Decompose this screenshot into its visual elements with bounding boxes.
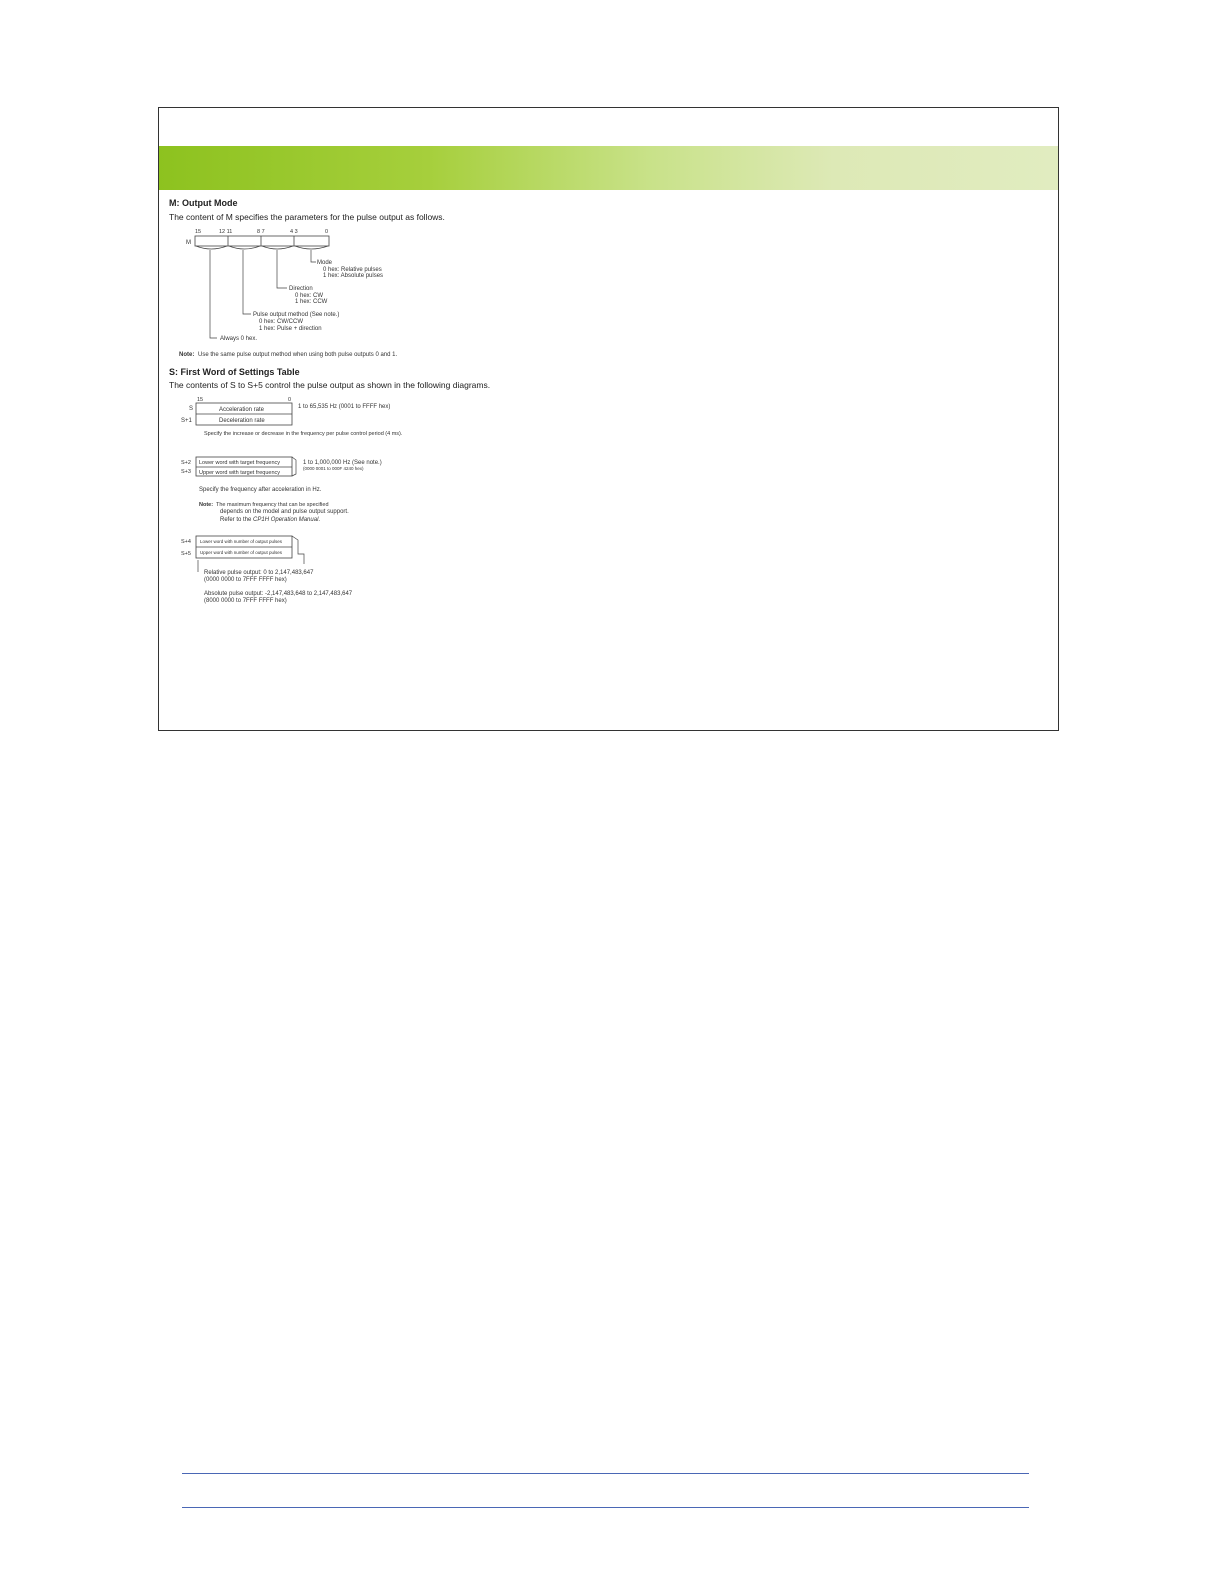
- output-mode-intro: The content of M specifies the parameters for the pulse output as follows.: [169, 212, 445, 222]
- mode-1: 1 hex: Absolute pulses: [323, 273, 384, 279]
- settings-table-intro: The contents of S to S+5 control the pulse output as shown in the following diagrams.: [169, 380, 491, 390]
- m-word-box: [195, 236, 329, 246]
- note-text: Use the same pulse output method when using both pulse outputs 0 and 1.: [198, 352, 398, 358]
- decel-label: Deceleration rate: [219, 418, 265, 424]
- note2-line1: The maximum frequency that can be specified: [216, 502, 329, 508]
- note2-label: Note:: [199, 502, 214, 508]
- output-mode-heading: M: Output Mode: [169, 198, 238, 208]
- bit-0-label: 0: [288, 397, 292, 403]
- method-1: 1 hex: Pulse + direction: [259, 326, 322, 332]
- row-s3: S+3: [181, 469, 191, 475]
- m-label: M: [186, 240, 191, 246]
- method-title: Pulse output method (See note.): [253, 312, 340, 318]
- footer-rule-top: [182, 1473, 1029, 1474]
- lower-freq-label: Lower word with target frequency: [199, 460, 281, 466]
- bit-label: 12 11: [219, 229, 233, 235]
- bit-15-label: 15: [197, 397, 204, 403]
- direction-0: 0 hex: CW: [295, 293, 324, 299]
- bit-label: 15: [195, 229, 202, 235]
- slide-frame: [158, 107, 1059, 731]
- note2-line3: Refer to the CP1H Operation Manual.: [220, 517, 321, 523]
- row-s: S: [189, 406, 194, 412]
- lower-pulses-label: Lower word with number of output pulses: [200, 539, 283, 544]
- output-mode-diagram: [169, 224, 469, 364]
- row-s4: S+4: [181, 539, 191, 545]
- footer-rule-bottom: [182, 1507, 1029, 1508]
- upper-pulses-label: Upper word with number of output pulses: [200, 550, 283, 555]
- header-band: [159, 146, 1058, 190]
- accel-range: 1 to 65,535 Hz (0001 to FFFF hex): [298, 404, 391, 410]
- row-s1: S+1: [181, 418, 192, 424]
- absolute-hex: (8000 0000 to 7FFF FFFF hex): [204, 598, 287, 604]
- accel-label: Acceleration rate: [219, 407, 265, 413]
- relative-hex: (0000 0000 to 7FFF FFFF hex): [204, 577, 287, 583]
- direction-title: Direction: [289, 286, 313, 292]
- always-zero: Always 0 hex.: [220, 336, 258, 342]
- mode-title: Mode: [317, 260, 333, 266]
- freq-range-hex: (0000 0001 to 000F 4240 hex): [303, 466, 364, 471]
- mode-0: 0 hex: Relative pulses: [323, 267, 382, 273]
- note2-line2: depends on the model and pulse output support.: [220, 509, 349, 515]
- upper-freq-label: Upper word with target frequency: [199, 470, 281, 476]
- freq-desc: Specify the frequency after acceleration in Hz.: [199, 487, 322, 493]
- direction-1: 1 hex: CCW: [295, 299, 328, 305]
- absolute-range: Absolute pulse output: -2,147,483,648 to 2,147,483,647: [204, 591, 353, 597]
- freq-range: 1 to 1,000,000 Hz (See note.): [303, 460, 382, 466]
- settings-table-diagram: [169, 394, 469, 614]
- note-label: Note:: [179, 352, 195, 358]
- row-s2: S+2: [181, 460, 191, 466]
- settings-table-heading: S: First Word of Settings Table: [169, 367, 300, 377]
- relative-range: Relative pulse output: 0 to 2,147,483,647: [204, 570, 314, 576]
- bit-label: 8 7: [257, 229, 265, 235]
- accel-desc: Specify the increase or decrease in the frequency per pulse control period (4 ms).: [204, 431, 403, 437]
- method-0: 0 hex: CW/CCW: [259, 319, 304, 325]
- bit-label: 4 3: [290, 229, 298, 235]
- bit-label: 0: [325, 229, 329, 235]
- row-s5: S+5: [181, 551, 191, 557]
